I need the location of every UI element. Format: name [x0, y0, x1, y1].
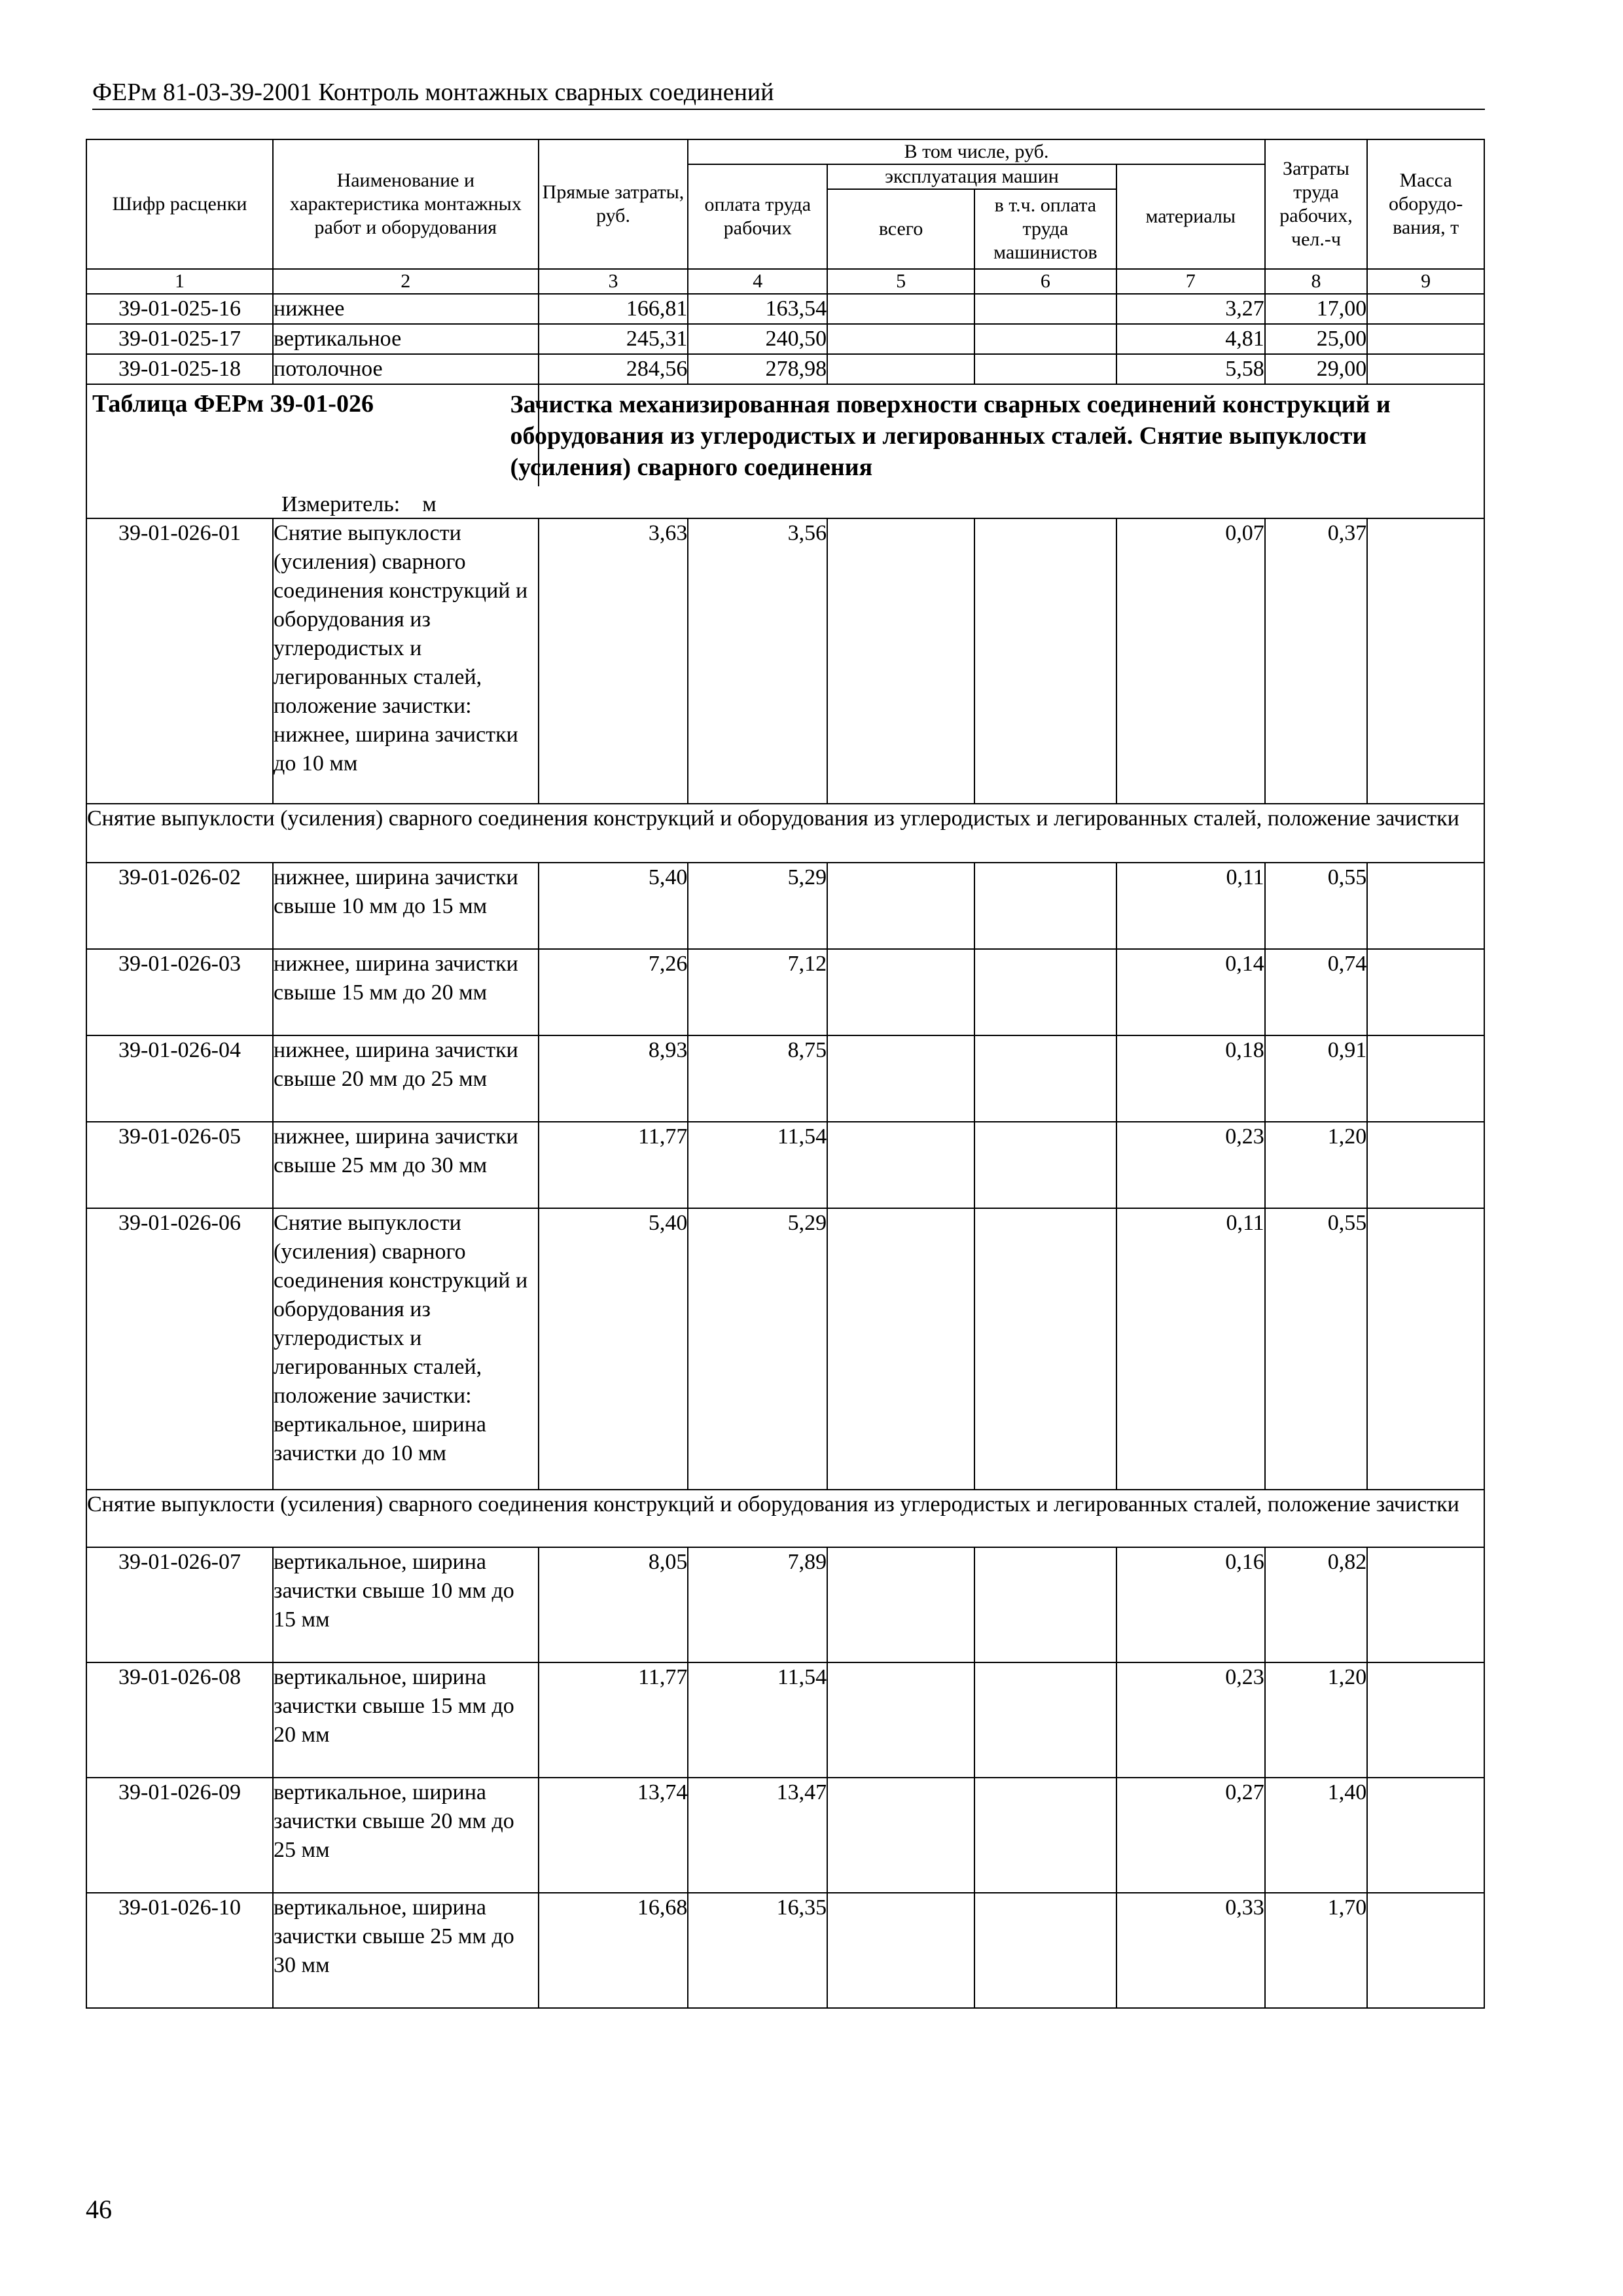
- row-name: нижнее, ширина зачистки свыше 25 мм до 30 мм: [273, 1122, 539, 1208]
- row-name: вертикальное, ширина зачистки свыше 20 мм до 25 мм: [273, 1778, 539, 1893]
- subheading-row: [86, 804, 1484, 863]
- row-materials: 0,23: [1116, 1662, 1265, 1778]
- row-code: 39-01-026-09: [86, 1778, 273, 1893]
- row-materials: 5,58: [1116, 354, 1265, 384]
- row-materials: 3,27: [1116, 294, 1265, 324]
- col-header-labor: Затраты труда рабочих, чел.-ч: [1265, 139, 1368, 269]
- row-wages: 278,98: [688, 354, 827, 384]
- row-labor: 0,37: [1265, 518, 1368, 804]
- table-row: [86, 324, 1484, 354]
- table-row: [86, 1208, 1484, 1490]
- table-row: [86, 294, 1484, 324]
- row-direct: 245,31: [539, 324, 688, 354]
- row-wages: 13,47: [688, 1778, 827, 1893]
- row-wages: 240,50: [688, 324, 827, 354]
- row-direct: 8,93: [539, 1035, 688, 1122]
- row-materials: 0,23: [1116, 1122, 1265, 1208]
- row-code: 39-01-026-03: [86, 949, 273, 1035]
- row-name: Снятие выпуклости (усиления) сварного соединения конструкций и оборудования из углеродистых и легированных сталей, положение зачистки: нижнее, ширина зачистки до 10 мм: [273, 518, 539, 804]
- table-row: [86, 863, 1484, 949]
- row-code: 39-01-025-17: [86, 324, 273, 354]
- row-materials: 0,14: [1116, 949, 1265, 1035]
- col-header-name: Наименование и характеристика монтажных работ и оборудования: [273, 139, 539, 269]
- row-labor: 1,20: [1265, 1122, 1368, 1208]
- row-labor: 1,20: [1265, 1662, 1368, 1778]
- rates-table: [86, 139, 1485, 2009]
- row-direct: 5,40: [539, 1208, 688, 1490]
- row-name: вертикальное, ширина зачистки свыше 25 мм до 30 мм: [273, 1893, 539, 2008]
- row-name: нижнее, ширина зачистки свыше 20 мм до 25 мм: [273, 1035, 539, 1122]
- row-materials: 0,07: [1116, 518, 1265, 804]
- row-wages: 5,29: [688, 863, 827, 949]
- row-materials: 0,33: [1116, 1893, 1265, 2008]
- table-row: [86, 354, 1484, 384]
- subheading: Снятие выпуклости (усиления) сварного соединения конструкций и оборудования из углеродистых и легированных сталей, положение зачистки: [86, 1490, 1484, 1547]
- col-number: 6: [974, 269, 1116, 294]
- table-row: [86, 1893, 1484, 2008]
- col-header-machines-total: всего: [827, 189, 974, 269]
- row-code: 39-01-026-10: [86, 1893, 273, 2008]
- col-number: 3: [539, 269, 688, 294]
- col-number: 8: [1265, 269, 1368, 294]
- measure-unit: м: [422, 492, 437, 516]
- row-code: 39-01-025-16: [86, 294, 273, 324]
- row-name: нижнее, ширина зачистки свыше 10 мм до 15 мм: [273, 863, 539, 949]
- row-code: 39-01-026-04: [86, 1035, 273, 1122]
- table-row: [86, 1547, 1484, 1662]
- row-materials: 0,16: [1116, 1547, 1265, 1662]
- row-wages: 3,56: [688, 518, 827, 804]
- row-labor: 1,40: [1265, 1778, 1368, 1893]
- col-number: 1: [86, 269, 273, 294]
- table-row: [86, 518, 1484, 804]
- row-labor: 0,74: [1265, 949, 1368, 1035]
- page-number: 46: [86, 2195, 112, 2224]
- col-header-including: В том числе, руб.: [688, 139, 1264, 164]
- col-header-machines-wages: в т.ч. оплата труда машинистов: [974, 189, 1116, 269]
- col-header-materials: материалы: [1116, 164, 1265, 269]
- row-direct: 11,77: [539, 1662, 688, 1778]
- row-materials: 4,81: [1116, 324, 1265, 354]
- table-label: Таблица ФЕРм 39-01-026: [92, 390, 374, 418]
- table-row: [86, 1035, 1484, 1122]
- subheading-row: [86, 1490, 1484, 1547]
- col-header-code: Шифр расценки: [86, 139, 273, 269]
- row-materials: 0,27: [1116, 1778, 1265, 1893]
- subheading: Снятие выпуклости (усиления) сварного соединения конструкций и оборудования из углеродистых и легированных сталей, положение зачистки: [86, 804, 1484, 863]
- row-wages: 8,75: [688, 1035, 827, 1122]
- row-direct: 8,05: [539, 1547, 688, 1662]
- row-direct: 3,63: [539, 518, 688, 804]
- row-name: нижнее, ширина зачистки свыше 15 мм до 20 мм: [273, 949, 539, 1035]
- row-materials: 0,11: [1116, 1208, 1265, 1490]
- row-labor: 1,70: [1265, 1893, 1368, 2008]
- row-labor: 0,55: [1265, 1208, 1368, 1490]
- col-header-mass: Масса оборудо-вания, т: [1367, 139, 1484, 269]
- col-number: 4: [688, 269, 827, 294]
- row-wages: 7,12: [688, 949, 827, 1035]
- table-row: [86, 949, 1484, 1035]
- row-labor: 29,00: [1265, 354, 1368, 384]
- row-name: нижнее: [273, 294, 539, 324]
- row-materials: 0,11: [1116, 863, 1265, 949]
- row-direct: 16,68: [539, 1893, 688, 2008]
- row-wages: 11,54: [688, 1122, 827, 1208]
- measure: [87, 486, 1484, 518]
- row-name: Снятие выпуклости (усиления) сварного соединения конструкций и оборудования из углеродистых и легированных сталей, положение зачистки: вертикальное, ширина зачистки до 10 мм: [273, 1208, 539, 1490]
- row-labor: 17,00: [1265, 294, 1368, 324]
- row-labor: 0,55: [1265, 863, 1368, 949]
- col-header-direct: Прямые затраты, руб.: [539, 139, 688, 269]
- table-row: [86, 1122, 1484, 1208]
- measure-label: Измеритель:: [281, 492, 401, 516]
- row-direct: 5,40: [539, 863, 688, 949]
- row-code: 39-01-026-08: [86, 1662, 273, 1778]
- row-name: вертикальное: [273, 324, 539, 354]
- row-labor: 0,91: [1265, 1035, 1368, 1122]
- row-wages: 5,29: [688, 1208, 827, 1490]
- row-direct: 7,26: [539, 949, 688, 1035]
- row-code: 39-01-026-05: [86, 1122, 273, 1208]
- col-header-wages: оплата труда рабочих: [688, 164, 827, 269]
- row-name: вертикальное, ширина зачистки свыше 15 мм до 20 мм: [273, 1662, 539, 1778]
- table-title-row: [86, 384, 1484, 486]
- table-row: [86, 1778, 1484, 1893]
- table-row: [86, 1662, 1484, 1778]
- row-wages: 11,54: [688, 1662, 827, 1778]
- row-code: 39-01-026-01: [86, 518, 273, 804]
- header-title: ФЕРм 81-03-39-2001 Контроль монтажных сварных соединений: [92, 79, 774, 106]
- row-direct: 284,56: [539, 354, 688, 384]
- row-labor: 25,00: [1265, 324, 1368, 354]
- row-wages: 7,89: [688, 1547, 827, 1662]
- col-number: 7: [1116, 269, 1265, 294]
- row-direct: 11,77: [539, 1122, 688, 1208]
- col-number: 2: [273, 269, 539, 294]
- row-wages: 163,54: [688, 294, 827, 324]
- row-code: 39-01-026-06: [86, 1208, 273, 1490]
- row-code: 39-01-025-18: [86, 354, 273, 384]
- measure-row: [86, 486, 1484, 518]
- row-materials: 0,18: [1116, 1035, 1265, 1122]
- row-labor: 0,82: [1265, 1547, 1368, 1662]
- row-name: вертикальное, ширина зачистки свыше 10 мм до 15 мм: [273, 1547, 539, 1662]
- row-code: 39-01-026-07: [86, 1547, 273, 1662]
- page-header: [92, 76, 1485, 110]
- row-code: 39-01-026-02: [86, 863, 273, 949]
- row-direct: 13,74: [539, 1778, 688, 1893]
- row-name: потолочное: [273, 354, 539, 384]
- row-wages: 16,35: [688, 1893, 827, 2008]
- col-number: 9: [1367, 269, 1484, 294]
- table-title: Зачистка механизированная поверхности сварных соединений конструкций и оборудования из углеродистых и легированных сталей. Снятие выпуклости (усиления) сварного соединения: [510, 391, 1391, 481]
- col-header-machines: эксплуатация машин: [827, 164, 1116, 189]
- row-direct: 166,81: [539, 294, 688, 324]
- col-number: 5: [827, 269, 974, 294]
